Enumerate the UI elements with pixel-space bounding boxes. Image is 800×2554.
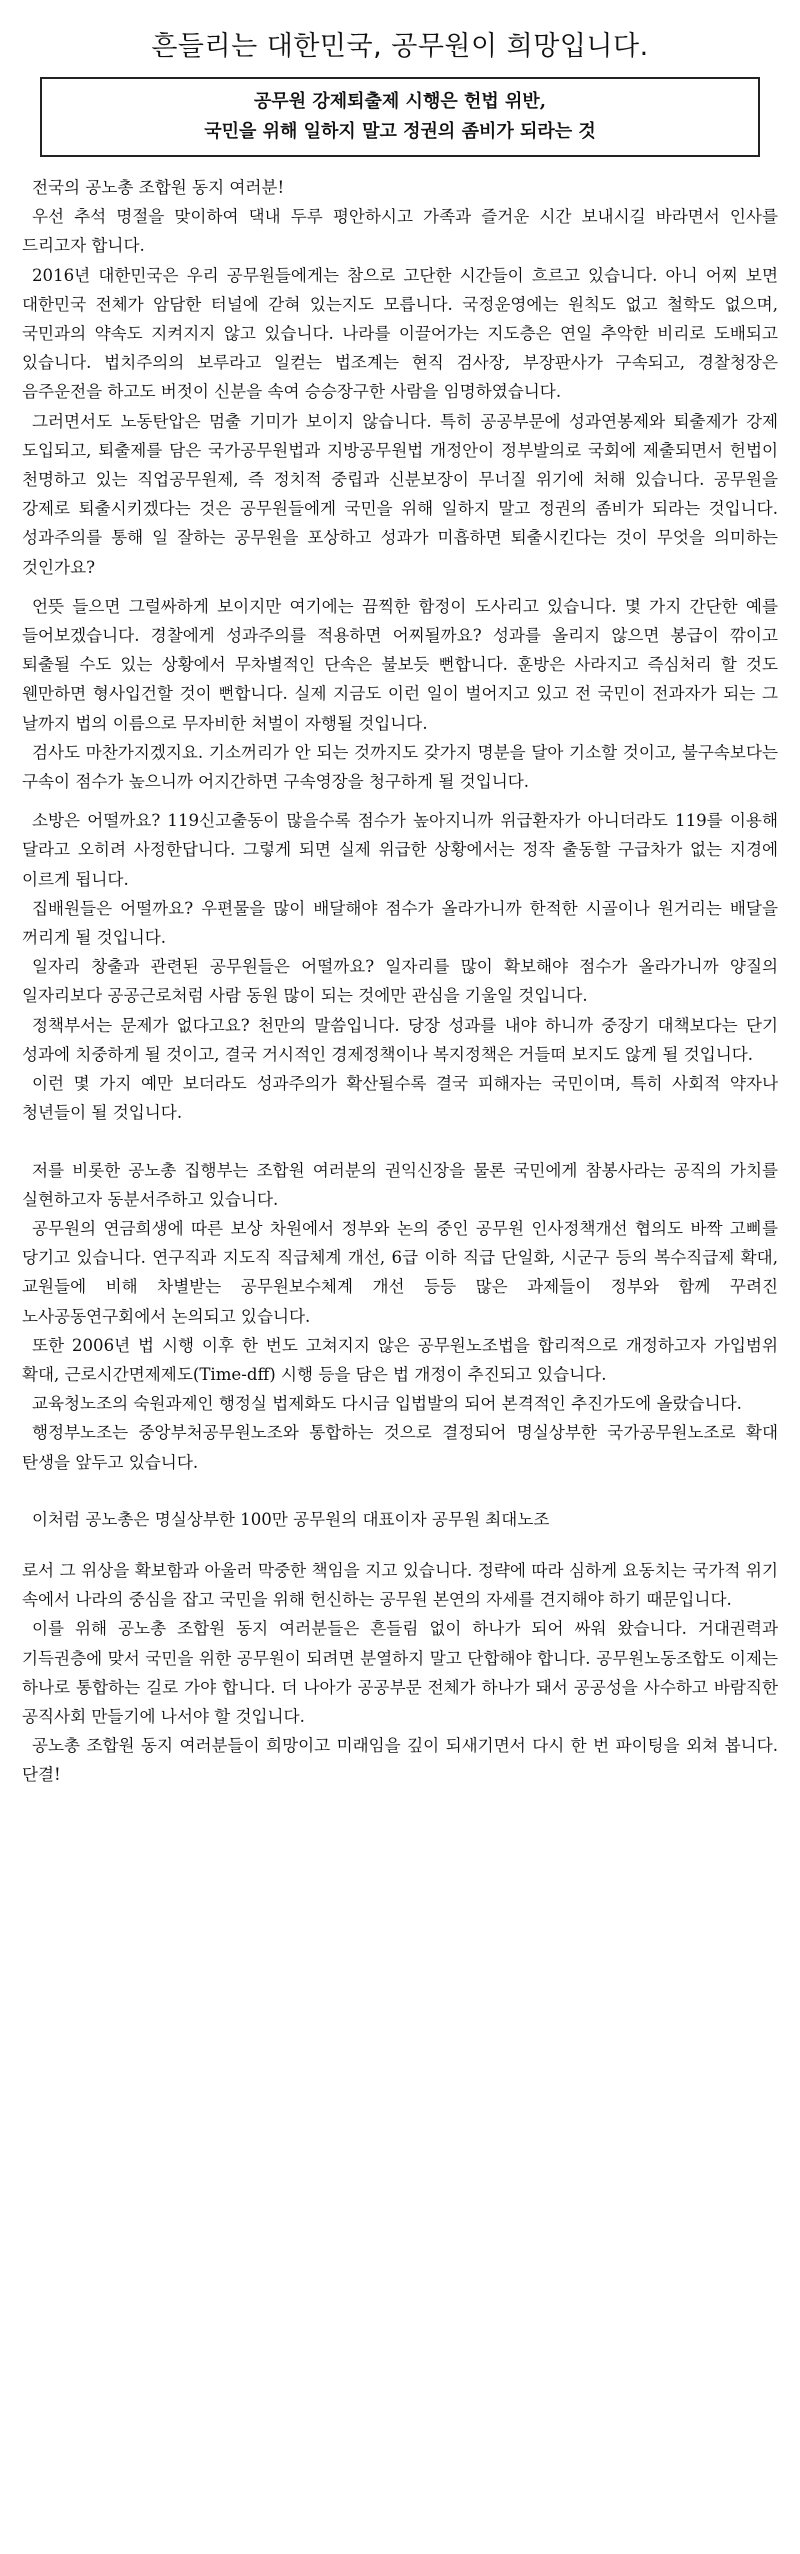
paragraph-greeting: 전국의 공노총 조합원 동지 여러분!	[31, 178, 285, 197]
paragraph: 공무원의 연금희생에 따른 보상 차원에서 정부와 논의 중인 공무원 인사정책개선 협의도 바짝 고삐를 당기고 있습니다. 연구직과 지도직 직급체계 개선, 6급 이하 직급 단일화, 시군구 등의 복수직급제 확대, 교원들에 비해 차별받는 공무원보수체계 개선 등등 많은 과제들이 정부와 함께 꾸려진 노사공동연구회에서 논의되고 있습니다.	[22, 1218, 778, 1326]
paragraph: 우선 추석 명절을 맞이하여 댁내 두루 평안하시고 가족과 즐거운 시간 보내시길 바라면서 인사를 드리고자 합니다.	[22, 207, 778, 256]
paragraph: 교육청노조의 숙원과제인 행정실 법제화도 다시금 입법발의 되어 본격적인 추진가도에 올랐습니다.	[31, 1394, 742, 1414]
paragraph: 소방은 어떨까요? 119신고출동이 많을수록 점수가 높아지니까 위급환자가 아니더라도 119를 이용해 달라고 오히려 사정한답니다. 그렇게 되면 실제 위급한 상황에서는 정작 출동할 구급차가 없는 지경에 이르게 됩니다.	[22, 811, 778, 889]
paragraph: 이를 위해 공노총 조합원 동지 여러분들은 흔들림 없이 하나가 되어 싸워 왔습니다. 거대권력과 기득권층에 맞서 국민을 위한 공무원이 되려면 분열하지 말고 단합해야 합니다. 공무원노동조합도 이제는 하나로 통합하는 길로 가야 합니다. 더 나아가 공공부문 전체가 하나가 돼서 공공성을 사수하고 바람직한 공직사회 만들기에 나서야 할 것입니다.	[22, 1619, 778, 1726]
subtitle-line-1: 공무원 강제퇴출제 시행은 헌법 위반,	[253, 91, 547, 112]
page-title: 흔들리는 대한민국, 공무원이 희망입니다.	[151, 31, 649, 62]
paragraph: 집배원들은 어떨까요? 우편물을 많이 배달해야 점수가 올라가니까 한적한 시골이나 원거리는 배달을 꺼리게 될 것입니다.	[22, 898, 778, 948]
paragraph: 일자리 창출과 관련된 공무원들은 어떨까요? 일자리를 많이 확보해야 점수가 올라가니까 양질의 일자리보다 공공근로처럼 사람 동원 많이 되는 것에만 관심을 기울일 것입니다.	[22, 957, 778, 1006]
paragraph: 또한 2006년 법 시행 이후 한 번도 고쳐지지 않은 공무원노조법을 합리적으로 개정하고자 가입범위 확대, 근로시간면제제도(Time-dff) 시행 등을 담은 법 개정이 추진되고 있습니다.	[22, 1335, 778, 1384]
paragraph: 이처럼 공노총은 명실상부한 100만 공무원의 대표이자 공무원 최대노조	[31, 1509, 550, 1529]
paragraph-closing: 공노총 조합원 동지 여러분들이 희망이고 미래임을 깊이 되새기면서 다시 한 번 파이팅을 외쳐 봅니다. 단결!	[22, 1736, 778, 1785]
subtitle-line-2: 국민을 위해 일하지 말고 정권의 좀비가 되라는 것	[204, 121, 596, 142]
paragraph: 2016년 대한민국은 우리 공무원들에게는 참으로 고단한 시간들이 흐르고 있습니다. 아니 어찌 보면 대한민국 전체가 암담한 터널에 갇혀 있는지도 모릅니다. 국정운영에는 원칙도 없고 철학도 없으며, 국민과의 약속도 지켜지지 않고 있습니다. 나라를 이끌어가는 지도층은 연일 추악한 비리로 도배되고 있습니다. 법치주의의 보루라고 일컫는 법조계는 현직 검사장, 부장판사가 구속되고, 경찰청장은 음주운전을 하고도 버젓이 신분을 속여 승승장구한 사람을 임명하였습니다.	[22, 265, 778, 402]
paragraph: 이런 몇 가지 예만 보더라도 성과주의가 확산될수록 결국 피해자는 국민이며, 특히 사회적 약자나 청년들이 될 것입니다.	[22, 1074, 778, 1123]
paragraph: 언뜻 들으면 그럴싸하게 보이지만 여기에는 끔찍한 함정이 도사리고 있습니다. 몇 가지 간단한 예를 들어보겠습니다. 경찰에게 성과주의를 적용하면 어찌될까요? 성과를 올리지 않으면 봉급이 깎이고 퇴출될 수도 있는 상황에서 무차별적인 단속은 불보듯 뻔합니다. 훈방은 사라지고 즉심처리 할 것도 웬만하면 형사입건할 것이 뻔합니다. 실제 지금도 이런 일이 벌어지고 있고 전 국민이 전과자가 되는 그 날까지 법의 이름으로 무자비한 처벌이 자행될 것입니다.	[22, 596, 778, 733]
paragraph: 검사도 마찬가지겠지요. 기소꺼리가 안 되는 것까지도 갖가지 명분을 달아 기소할 것이고, 불구속보다는 구속이 점수가 높으니까 어지간하면 구속영장을 청구하게 될 것입니다.	[22, 742, 778, 792]
paragraph: 정책부서는 문제가 없다고요? 천만의 말씀입니다. 당장 성과를 내야 하니까 중장기 대책보다는 단기 성과에 치중하게 될 것이고, 결국 거시적인 경제정책이나 복지정책은 거들떠 보지도 않게 될 것입니다.	[22, 1015, 778, 1064]
paragraph: 로서 그 위상을 확보함과 아울러 막중한 책임을 지고 있습니다. 정략에 따라 심하게 요동치는 국가적 위기 속에서 나라의 중심을 잡고 국민을 위해 헌신하는 공무원 본연의 자세를 견지해야 하기 때문입니다.	[22, 1560, 778, 1610]
paragraph: 그러면서도 노동탄압은 멈출 기미가 보이지 않습니다. 특히 공공부문에 성과연봉제와 퇴출제가 강제 도입되고, 퇴출제를 담은 국가공무원법과 지방공무원법 개정안이 정부발의로 국회에 제출되면서 헌법이 천명하고 있는 직업공무원제, 즉 정치적 중립과 신분보장이 무너질 위기에 처해 있습니다. 공무원을 강제로 퇴출시키겠다는 것은 공무원들에게 국민을 위해 일하지 말고 정권의 좀비가 되라는 것입니다. 성과주의를 통해 일 잘하는 공무원을 포상하고 성과가 미흡하면 퇴출시킨다는 것이 무엇을 의미하는 것인가요?	[22, 411, 778, 577]
document-page	[22, 10, 778, 2550]
paragraph: 행정부노조는 중앙부처공무원노조와 통합하는 것으로 결정되어 명실상부한 국가공무원노조로 확대 탄생을 앞두고 있습니다.	[22, 1423, 778, 1472]
subtitle-box	[40, 77, 760, 157]
letter-body	[22, 173, 778, 1790]
paragraph: 저를 비롯한 공노총 집행부는 조합원 여러분의 권익신장을 물론 국민에게 참봉사라는 공직의 가치를 실현하고자 동분서주하고 있습니다.	[22, 1160, 778, 1209]
